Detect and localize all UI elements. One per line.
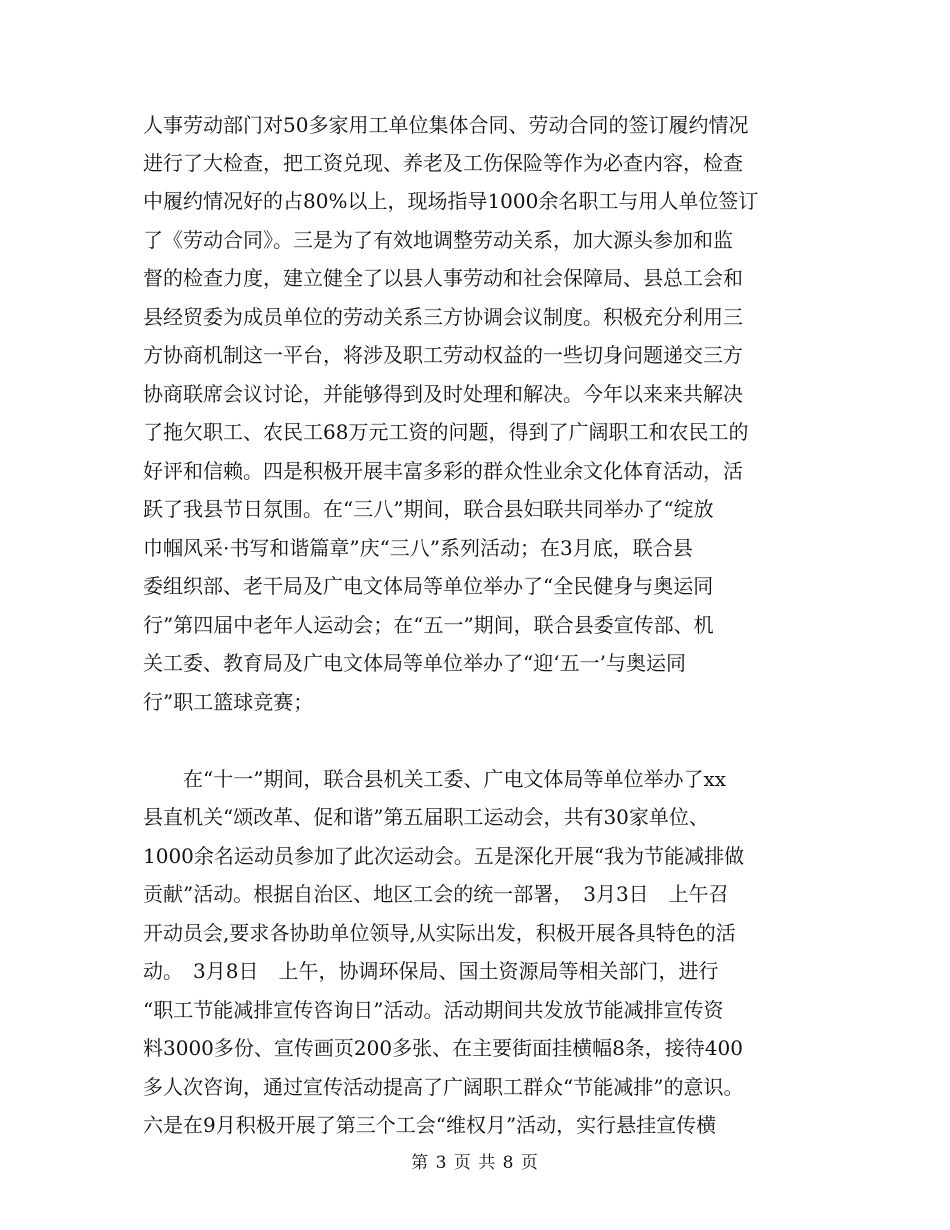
text-line: 跃了我县节日氛围。在“三八”期间，联合县妇联共同举办了“绽放 — [143, 497, 714, 521]
text-line: 行”第四届中老年人运动会；在“五一”期间，联合县委宣传部、机 — [143, 613, 714, 637]
text-line: 县直机关“颂改革、促和谐”第五届职工运动会，共有30家单位、 — [143, 805, 709, 829]
page-number-footer: 第 3 页 共 8 页 — [411, 1153, 539, 1173]
text-line: 方协商机制这一平台，将涉及职工劳动权益的一些切身问题递交三方 — [143, 343, 743, 367]
text-line: “职工节能减排宣传咨询日”活动。活动期间共发放节能减排宣传资 — [143, 998, 724, 1022]
text-line: 好评和信赖。四是积极开展丰富多彩的群众性业余文化体育活动，活 — [143, 459, 743, 483]
text-line: 行”职工篮球竞赛； — [143, 690, 314, 714]
text-line: 委组织部、老干局及广电文体局等单位举办了“全民健身与奥运同 — [143, 574, 714, 598]
text-line: 六是在9月积极开展了第三个工会“维权月”活动，实行悬挂宣传横 — [143, 1113, 717, 1137]
text-line: 巾帼风采·书写和谐篇章”庆“三八”系列活动；在3月底，联合县 — [143, 536, 693, 560]
text-line: 动。 3月8日 上午，协调环保局、国土资源局等相关部门，进行 — [143, 959, 719, 983]
text-line: 督的检查力度，建立健全了以县人事劳动和社会保障局、县总工会和 — [143, 266, 743, 290]
text-line: 了《劳动合同》。三是为了有效地调整劳动关系，加大源头参加和监 — [143, 228, 733, 252]
text-line: 在“十一”期间，联合县机关工委、广电文体局等单位举办了xx — [143, 767, 727, 791]
text-line: 了拖欠职工、农民工68万元工资的问题，得到了广阔职工和农民工的 — [143, 420, 749, 444]
text-line: 多人次咨询，通过宣传活动提高了广阔职工群众“节能减排”的意识。 — [143, 1075, 744, 1099]
text-line: 关工委、教育局及广电文体局等单位举办了“迎‘五一’与奥运同 — [143, 651, 686, 675]
text-line: 料3000多份、宣传画页200多张、在主要街面挂横幅8条，接待400 — [143, 1036, 743, 1060]
text-line: 县经贸委为成员单位的劳动关系三方协调会议制度。积极充分利用三 — [143, 305, 743, 329]
text-line: 中履约情况好的占80%以上，现场指导1000余名职工与用人单位签订 — [143, 189, 759, 213]
text-line: 进行了大检查，把工资兑现、养老及工伤保险等作为必查内容，检查 — [143, 151, 743, 175]
text-line: 协商联席会议讨论，并能够得到及时处理和解决。今年以来来共解决 — [143, 382, 743, 406]
text-line: 开动员会,要求各协助单位领导,从实际出发，积极开展各具特色的活 — [143, 921, 736, 945]
text-line: 1000余名运动员参加了此次运动会。五是深化开展“我为节能减排做 — [143, 844, 745, 868]
text-line: 贡献”活动。根据自治区、地区工会的统一部署， 3月3日 上午召 — [143, 882, 729, 906]
text-line: 人事劳动部门对50多家用工单位集体合同、劳动合同的签订履约情况 — [143, 113, 749, 137]
